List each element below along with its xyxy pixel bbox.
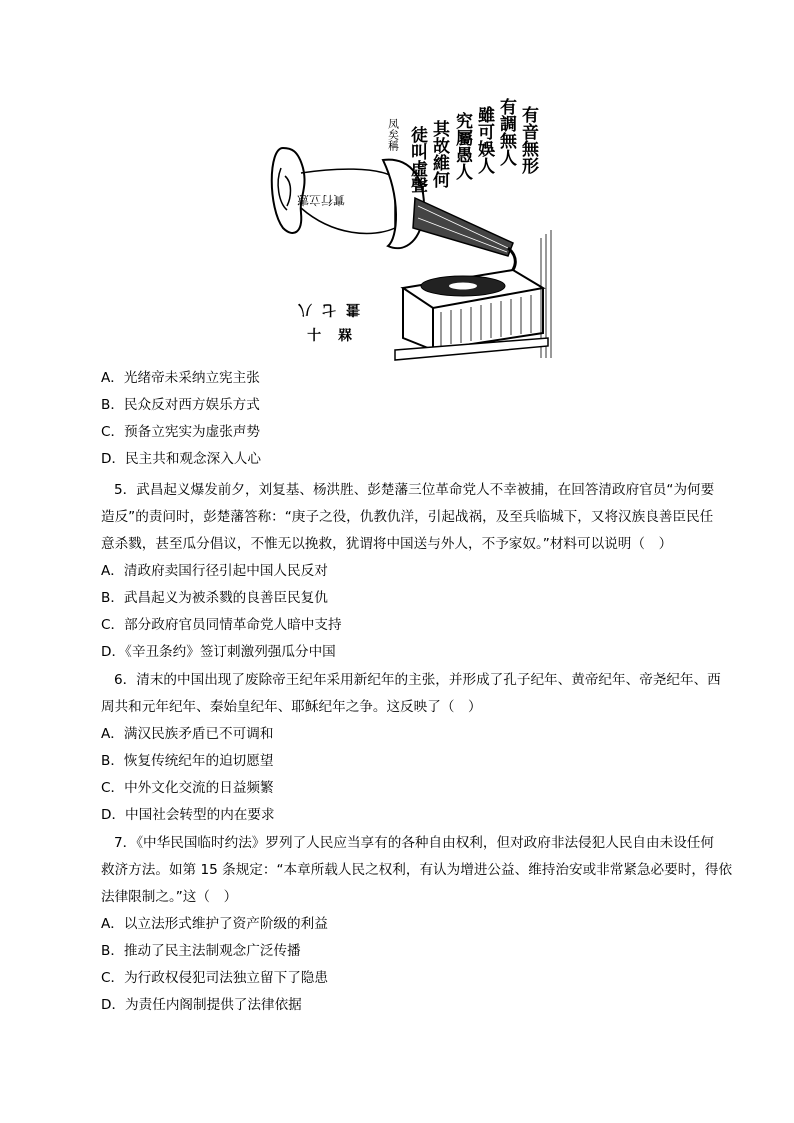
q5-stem-line-1: 5．武昌起义爆发前夕，刘复基、杨洪胜、彭楚藩三位革命党人不幸被捕，在回答清政府官员“为何要 <box>114 482 715 498</box>
q6-stem-line-1: 6．清末的中国出现了废除帝王纪年采用新纪年的主张，并形成了孔子纪年、黄帝纪年、帝尧纪年、西 <box>114 672 721 688</box>
q7-option-b: B．推动了民主法制观念广泛传播 <box>101 943 301 959</box>
q4-option-b: B．民众反对西方娱乐方式 <box>101 397 260 413</box>
q5-option-c: C．部分政府官员同情革命党人暗中支持 <box>101 617 342 633</box>
poem-column-3: 雖可娛人 <box>474 106 494 174</box>
q7-option-d: D．为责任内阁制提供了法律依据 <box>101 997 302 1013</box>
caption-sub: 十 槑 <box>307 328 358 344</box>
q5-stem-line-2: 造反”的责问时，彭楚藩答称：“庚子之役，仇教仇洋，引起战祸，及至兵临城下，又将汉族良善臣民任 <box>101 509 714 525</box>
q6-stem-line-2: 周共和元年纪年、秦始皇纪年、耶稣纪年之争。这反映了（ ） <box>101 699 482 715</box>
q5-option-b: B．武昌起义为被杀戮的良善臣民复仇 <box>101 590 328 606</box>
gramophone-cartoon <box>263 88 563 362</box>
q4-option-c: C．预备立宪实为虚张声势 <box>101 424 261 440</box>
poem-column-1: 有音無形 <box>518 106 538 174</box>
poem-column-5: 其故維何 <box>429 120 449 188</box>
poem-column-4: 究屬愚人 <box>452 112 472 180</box>
q5-stem-line-3: 意杀戮，甚至瓜分倡议，不惟无以挽救，犹谓将中国送与外人，不予家奴。”材料可以说明（ ） <box>101 536 673 552</box>
q6-option-a: A．满汉民族矛盾已不可调和 <box>101 726 274 742</box>
q7-stem-line-1: 7．《中华民国临时约法》罗列了人民应当享有的各种自由权利，但对政府非法侵犯人民自由未设任何 <box>114 835 714 851</box>
poem-column-2: 有調無人 <box>496 98 516 166</box>
q6-option-d: D．中国社会转型的内在要求 <box>101 807 275 823</box>
bubble-text: 實行立憲 <box>296 193 346 207</box>
q6-option-c: C．中外文化交流的日益频繁 <box>101 780 274 796</box>
q4-option-a: A．光绪帝未采纳立宪主张 <box>101 370 260 386</box>
q4-option-d: D．民主共和观念深入人心 <box>101 451 261 467</box>
cartoon-signature: 凤矣稱 <box>386 118 400 151</box>
q7-option-a: A．以立法形式维护了资产阶级的利益 <box>101 916 328 932</box>
q5-option-d: D．《辛丑条约》签订刺激列强瓜分中国 <box>101 644 336 660</box>
ear-drawing <box>272 148 305 233</box>
q5-option-a: A．清政府卖国行径引起中国人民反对 <box>101 563 328 579</box>
q7-stem-line-2: 救济方法。如第 15 条规定：“本章所载人民之权利，有认为增进公益、维持治安或非常紧急必要时，得依 <box>101 862 733 878</box>
caption-right: 畫七八 <box>288 301 360 317</box>
q7-option-c: C．为行政权侵犯司法独立留下了隐患 <box>101 970 328 986</box>
poem-column-6: 徒叫虛聲 <box>407 126 427 194</box>
q6-option-b: B．恢复传统纪年的迫切愿望 <box>101 753 274 769</box>
q7-stem-line-3: 法律限制之。”这（ ） <box>101 889 238 905</box>
